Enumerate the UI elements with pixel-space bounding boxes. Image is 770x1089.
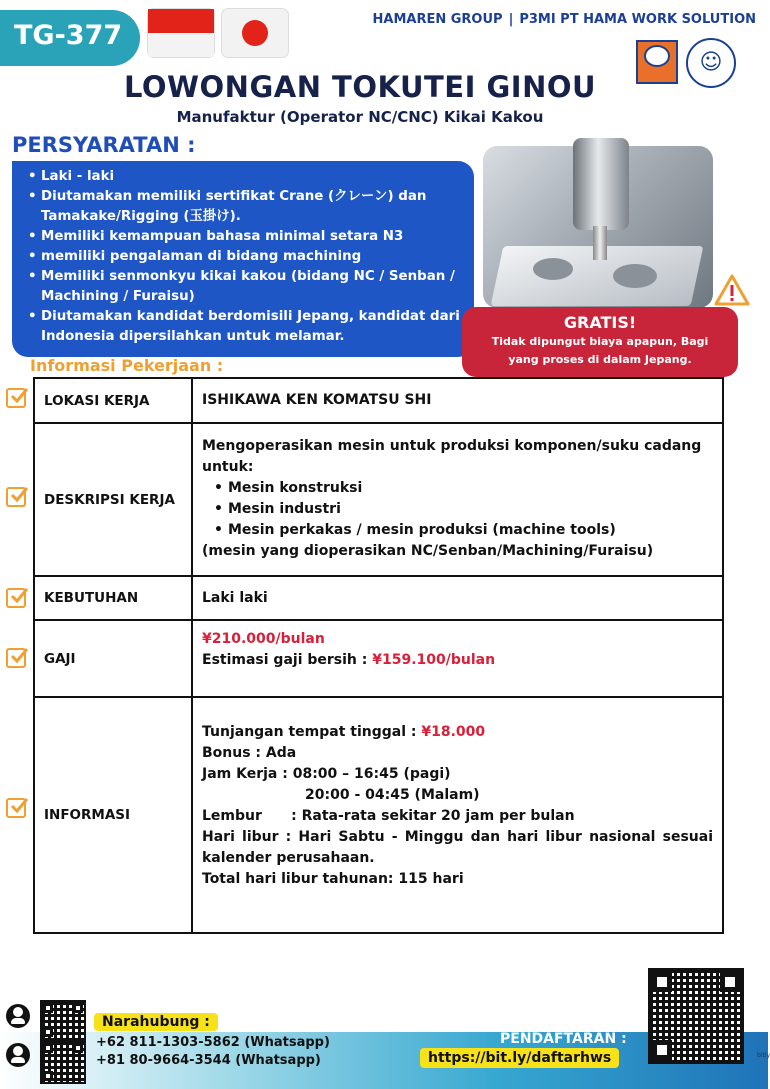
allowance-value: ¥18.000 [421, 724, 486, 740]
requirement-item: • Diutamakan kandidat berdomisili Jepang, kandidat dari Indonesia dipersilahkan untuk melamar. [26, 307, 464, 347]
net-salary-value: ¥159.100/bulan [372, 652, 496, 668]
list-item: • Mesin konstruksi [212, 478, 713, 499]
requirement-item: • Memiliki senmonkyu kikai kakou (bidang NC / Senban / Machining / Furaisu) [26, 267, 464, 307]
registration-link[interactable]: https://bit.ly/daftarhws [420, 1048, 619, 1068]
phone-number-2[interactable]: +81 80-9664-3544 (Whatsapp) [96, 1053, 321, 1068]
annual-holiday-text: Total hari libur tahunan: 115 hari [202, 871, 464, 887]
person-icon [6, 1004, 30, 1028]
checkmark-icon [6, 648, 26, 668]
description-list [202, 478, 713, 541]
row-label: LOKASI KERJA [35, 379, 193, 422]
work-hours-night: 20:00 - 04:45 (Malam) [305, 787, 480, 803]
row-label: GAJI [35, 621, 193, 696]
row-value [193, 698, 722, 932]
free-title: GRATIS! [563, 313, 637, 332]
row-label: KEBUTUHAN [35, 577, 193, 619]
net-salary-label: Estimasi gaji bersih : [202, 652, 373, 668]
table-row [35, 619, 722, 696]
free-notice [462, 307, 738, 377]
work-hours-day: Jam Kerja : 08:00 – 16:45 (pagi) [202, 766, 451, 782]
job-info-table [33, 377, 724, 934]
job-code-badge: TG-377 [0, 10, 140, 66]
qr-code-icon [40, 1000, 86, 1040]
company-name: P3MI PT HAMA WORK SOLUTION [519, 12, 756, 27]
holiday-text: Hari libur : Hari Sabtu - Minggu dan hari libur nasional sesuai kalender perusahaan. [202, 829, 713, 866]
requirement-item: • memiliki pengalaman di bidang machining [26, 247, 464, 267]
contact-label: Narahubung : [94, 1013, 218, 1031]
row-label: INFORMASI [35, 698, 193, 932]
indonesia-flag-icon [148, 9, 214, 57]
row-value [193, 621, 722, 696]
cnc-machine-photo [483, 146, 713, 308]
row-value: ISHIKAWA KEN KOMATSU SHI [202, 392, 432, 408]
table-row [35, 379, 722, 422]
description-intro: Mengoperasikan mesin untuk produksi komponen/suku cadang untuk: [202, 438, 702, 475]
japan-flag-icon [222, 9, 288, 57]
group-name: HAMAREN GROUP [372, 12, 503, 27]
qr-caption: bitly [757, 1052, 770, 1059]
list-item: • Mesin industri [212, 499, 713, 520]
requirement-item: • Laki - laki [26, 167, 464, 187]
free-text-line-2: yang proses di dalam Jepang. [508, 353, 692, 366]
requirements-list [26, 167, 464, 347]
row-value: Laki laki [202, 589, 268, 606]
bonus-text: Bonus : Ada [202, 745, 297, 761]
job-info-heading: Informasi Pekerjaan : [30, 356, 224, 375]
page-title: LOWONGAN TOKUTEI GINOU [123, 70, 597, 104]
registration-qr-code-icon [648, 968, 744, 1064]
overtime-text: Lembur : Rata-rata sekitar 20 jam per bulan [202, 808, 575, 824]
row-value [193, 424, 722, 575]
phone-number-1[interactable]: +62 811-1303-5862 (Whatsapp) [96, 1035, 330, 1050]
allowance-label: Tunjangan tempat tinggal : [202, 724, 422, 740]
table-row [35, 422, 722, 575]
requirement-item: • Diutamakan memiliki sertifikat Crane (クレーン) dan Tamakake/Rigging (玉掛け). [26, 187, 464, 227]
warning-icon [712, 270, 752, 310]
table-row [35, 696, 722, 932]
header-separator: | [508, 12, 514, 27]
checkmark-icon [6, 487, 26, 507]
salary-value: ¥210.000/bulan [202, 631, 325, 647]
checkmark-icon [6, 388, 26, 408]
hama-work-solution-logo-icon: ☺ [686, 38, 736, 88]
person-icon [6, 1043, 30, 1067]
company-header [373, 12, 757, 27]
description-note: (mesin yang dioperasikan NC/Senban/Machining/Furaisu) [202, 543, 654, 559]
row-label: DESKRIPSI KERJA [35, 424, 193, 575]
table-row [35, 575, 722, 619]
checkmark-icon [6, 798, 26, 818]
requirements-heading: PERSYARATAN : [12, 133, 196, 157]
checkmark-icon [6, 588, 26, 608]
requirements-box [12, 161, 474, 357]
list-item: • Mesin perkakas / mesin produksi (machine tools) [212, 520, 713, 541]
qr-code-icon [40, 1040, 86, 1084]
free-text-line-1: Tidak dipungut biaya apapun, Bagi [491, 335, 709, 348]
page-subtitle: Manufaktur (Operator NC/CNC) Kikai Kakou [176, 108, 544, 126]
registration-label: PENDAFTARAN : [500, 1031, 627, 1047]
requirement-item: • Memiliki kemampuan bahasa minimal setara N3 [26, 227, 464, 247]
